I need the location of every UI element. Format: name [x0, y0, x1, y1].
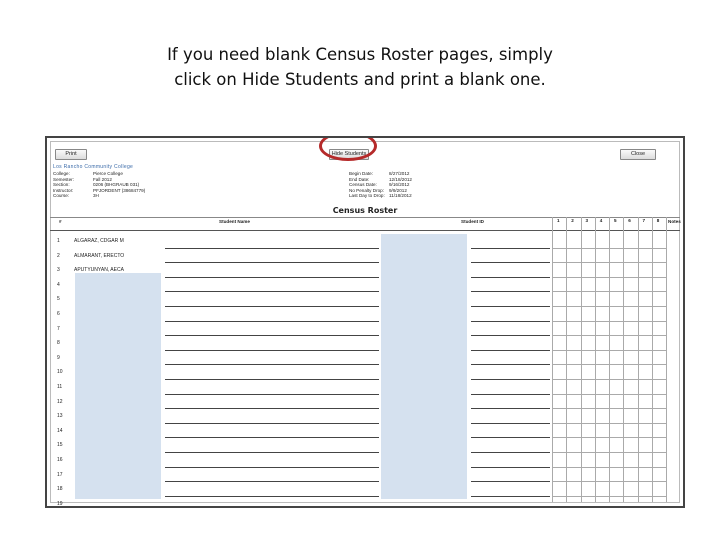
id-underline [471, 437, 550, 438]
info-right-label: End Date: [349, 176, 370, 182]
name-underline [165, 408, 379, 409]
info-right-value: 8/27/2012 [389, 171, 410, 176]
attendance-row-line [552, 423, 666, 424]
name-underline [165, 277, 379, 278]
column-header-id: Student ID [461, 219, 484, 224]
caption-line-1: If you need blank Census Roster pages, simply [167, 45, 553, 64]
attendance-grid-column-line [623, 217, 624, 502]
id-underline [471, 248, 550, 249]
attendance-row-line [552, 379, 666, 380]
name-underline [165, 262, 379, 263]
caption-line-2: click on Hide Students and print a blank one. [174, 70, 546, 89]
attendance-grid-column-line [609, 217, 610, 502]
column-header-name: Student Name [219, 219, 250, 224]
info-left-label: Section: [53, 182, 70, 187]
attendance-row-line [552, 277, 666, 278]
name-underline [165, 379, 379, 380]
row-number: 7 [57, 325, 60, 332]
attendance-row-line [552, 394, 666, 395]
section-info-left [53, 171, 145, 199]
info-left-label: Course: [53, 193, 70, 198]
attendance-grid-column-line [552, 217, 553, 502]
name-underline [165, 452, 379, 453]
info-left-value: Fall 2012 [93, 176, 112, 182]
row-number: 16 [57, 457, 63, 463]
row-number: 3 [57, 267, 60, 274]
attendance-row-line [552, 306, 666, 307]
id-underline [471, 321, 550, 322]
id-underline [471, 408, 550, 409]
row-number: 19 [57, 500, 63, 507]
id-underline [471, 379, 550, 380]
header-bottom-rule [50, 230, 680, 231]
day-column-label: 6 [628, 218, 631, 223]
notes-column-line [666, 217, 667, 502]
row-number: 11 [57, 384, 63, 390]
name-underline [165, 350, 379, 351]
id-underline [471, 423, 550, 424]
day-column-label: 7 [642, 218, 646, 223]
attendance-row-line [552, 248, 666, 249]
id-underline [471, 277, 550, 278]
row-number: 4 [57, 281, 60, 288]
info-left-value: 3H [93, 193, 99, 198]
attendance-row-line [552, 350, 666, 351]
attendance-row-line [552, 437, 666, 438]
id-underline [471, 291, 550, 292]
attendance-grid-column-line [638, 217, 639, 502]
attendance-row-line [552, 467, 666, 468]
attendance-grid-column-line [566, 217, 567, 502]
census-roster-screenshot [45, 136, 685, 508]
hide-students-button[interactable]: Hide Students [329, 149, 369, 160]
info-right-label: Census Date: [349, 182, 377, 187]
row-number: 13 [57, 413, 63, 420]
shaded-name-area [75, 273, 161, 499]
attendance-grid-column-line [581, 217, 582, 502]
day-column-label: 5 [614, 218, 617, 223]
row-number: 15 [57, 442, 63, 449]
name-underline [165, 248, 379, 249]
name-underline [165, 437, 379, 438]
column-header-notes: Notes [668, 219, 681, 224]
column-header-num: # [59, 219, 62, 224]
row-number: 17 [57, 471, 63, 478]
info-left-label: Instructor: [53, 187, 74, 193]
id-underline [471, 467, 550, 468]
print-button[interactable]: Print [55, 149, 87, 160]
id-underline [471, 335, 550, 336]
info-left-value: Pierce College [93, 171, 123, 176]
attendance-row-line [552, 481, 666, 482]
name-underline [165, 306, 379, 307]
id-underline [471, 306, 550, 307]
info-left-label: College: [53, 171, 70, 176]
name-underline [165, 335, 379, 336]
attendance-row-line [552, 262, 666, 263]
student-name: ALGARAZ, CDGAR M [74, 238, 124, 244]
day-column-label: 8 [656, 218, 660, 223]
attendance-row-line [552, 452, 666, 453]
row-number: 2 [57, 252, 60, 259]
attendance-grid-column-line [595, 217, 596, 502]
day-column-label: 2 [571, 218, 574, 223]
close-button[interactable]: Close [620, 149, 656, 160]
id-underline [471, 364, 550, 365]
id-underline [471, 481, 550, 482]
name-underline [165, 467, 379, 468]
name-underline [165, 481, 379, 482]
id-underline [471, 452, 550, 453]
section-info-right [349, 171, 412, 199]
info-right-label: Begin Date: [349, 171, 374, 176]
shaded-id-area [381, 234, 467, 499]
student-name: APUTYUNYAN, AECA [74, 267, 124, 274]
name-underline [165, 364, 379, 365]
info-right-value: 11/18/2012 [389, 193, 412, 198]
row-number: 9 [57, 354, 60, 361]
attendance-row-line [552, 364, 666, 365]
id-underline [471, 394, 550, 395]
name-underline [165, 321, 379, 322]
row-number: 14 [57, 427, 63, 434]
info-left-value: 0206 (BHGRAUB 031) [93, 182, 140, 187]
info-right-value: 9/16/2012 [389, 182, 410, 187]
day-column-label: 4 [599, 218, 603, 223]
id-underline [471, 262, 550, 263]
name-underline [165, 394, 379, 395]
attendance-grid-column-line [652, 217, 653, 502]
attendance-row-line [552, 335, 666, 336]
row-number: 6 [57, 311, 60, 317]
roster-title: Census Roster [332, 206, 398, 215]
attendance-row-line [552, 321, 666, 322]
info-right-value: 9/9/2012 [389, 187, 407, 193]
info-left-row [53, 193, 145, 199]
info-left-label: Semester: [53, 176, 74, 182]
student-name: ALMARANT, ERECTO [74, 252, 125, 259]
id-underline [471, 350, 550, 351]
name-underline [165, 291, 379, 292]
college-name: Los Rancho Community College [53, 164, 134, 170]
info-left-value: PFJORDENT (38684779) [93, 187, 146, 193]
row-number: 12 [57, 398, 63, 405]
row-number: 18 [57, 486, 63, 493]
day-column-label: 1 [557, 218, 560, 223]
info-right-label: No Penalty Drop: [349, 187, 384, 193]
info-right-label: Last Day to Drop: [349, 193, 385, 198]
row-number: 1 [57, 238, 60, 244]
id-underline [471, 496, 550, 497]
name-underline [165, 423, 379, 424]
row-number: 10 [57, 369, 63, 376]
info-right-value: 12/18/2012 [389, 176, 412, 182]
name-underline [165, 496, 379, 497]
row-number: 5 [57, 296, 60, 303]
row-number: 8 [57, 340, 60, 347]
attendance-row-line [552, 291, 666, 292]
attendance-row-line [552, 408, 666, 409]
info-right-row [349, 193, 412, 199]
attendance-row-line [552, 496, 666, 497]
slide-caption [0, 42, 720, 92]
day-column-label: 3 [585, 218, 589, 223]
